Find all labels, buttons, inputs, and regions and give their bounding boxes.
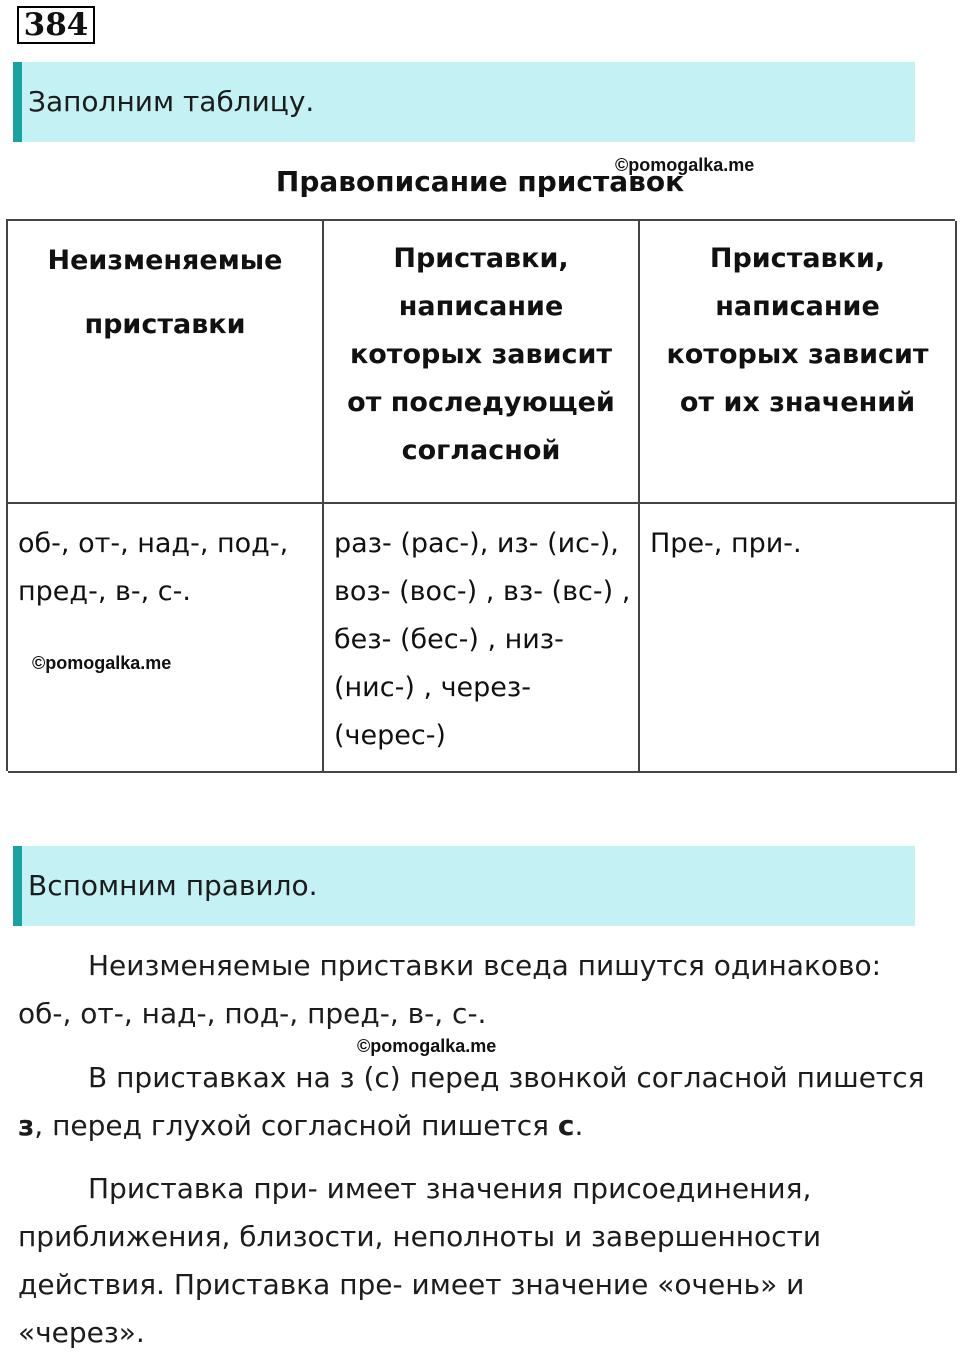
rule-banner: Вспомним правило. bbox=[13, 846, 915, 926]
watermark: ©pomogalka.me bbox=[357, 1036, 497, 1056]
rule-paragraph-2-mid: , перед глухой согласной пишется bbox=[34, 1109, 558, 1142]
rule-paragraph-3-text: Приставка при- имеет значения присоединения, приближения, близости, неполноты и завершенности действия. Приставка пре- имеет значение «очень» и «через». bbox=[18, 1172, 822, 1349]
exercise-number: 384 bbox=[17, 6, 95, 44]
header-depends-on-meaning: Приставки, написание которых зависит от их значений bbox=[640, 221, 957, 504]
watermark: ©pomogalka.me bbox=[615, 155, 755, 175]
watermark: ©pomogalka.me bbox=[32, 653, 172, 673]
cell-depends-on-consonant: раз- (рас-), из- (ис-), воз- (вос-) , вз- (вс-) , без- (бес-) , низ- (нис-) , через- (черес-) bbox=[324, 504, 640, 773]
rule-paragraph-1-text: Неизменяемые приставки вседа пишутся одинаково: об-, от-, над-, под-, пред-, в-, с-. bbox=[18, 949, 882, 1030]
rule-paragraph-3 bbox=[18, 1165, 933, 1357]
header-unchangeable: Неизменяемые приставки bbox=[8, 221, 324, 504]
rule-paragraph-1 bbox=[18, 942, 933, 1038]
cell-depends-on-meaning: Пре-, при-. bbox=[640, 504, 957, 773]
cell-unchangeable bbox=[8, 504, 324, 773]
rule-paragraph-2-end: . bbox=[574, 1109, 584, 1142]
prefix-table bbox=[6, 219, 955, 771]
fill-table-banner: Заполним таблицу. bbox=[13, 62, 915, 142]
header-depends-on-consonant: Приставки, написание которых зависит от последующей согласной bbox=[324, 221, 640, 504]
rule-paragraph-2 bbox=[18, 1054, 933, 1150]
table-title: Правописание приставок bbox=[275, 165, 685, 198]
cell-unchangeable-text: об-, от-, над-, под-, пред-, в-, с-. bbox=[18, 528, 289, 607]
rule-paragraph-2-start: В приставках на з (с) перед звонкой согласной пишется bbox=[88, 1061, 925, 1094]
rule-paragraph-2-bold-z: з bbox=[18, 1109, 35, 1142]
rule-paragraph-2-bold-s: с bbox=[557, 1109, 575, 1142]
